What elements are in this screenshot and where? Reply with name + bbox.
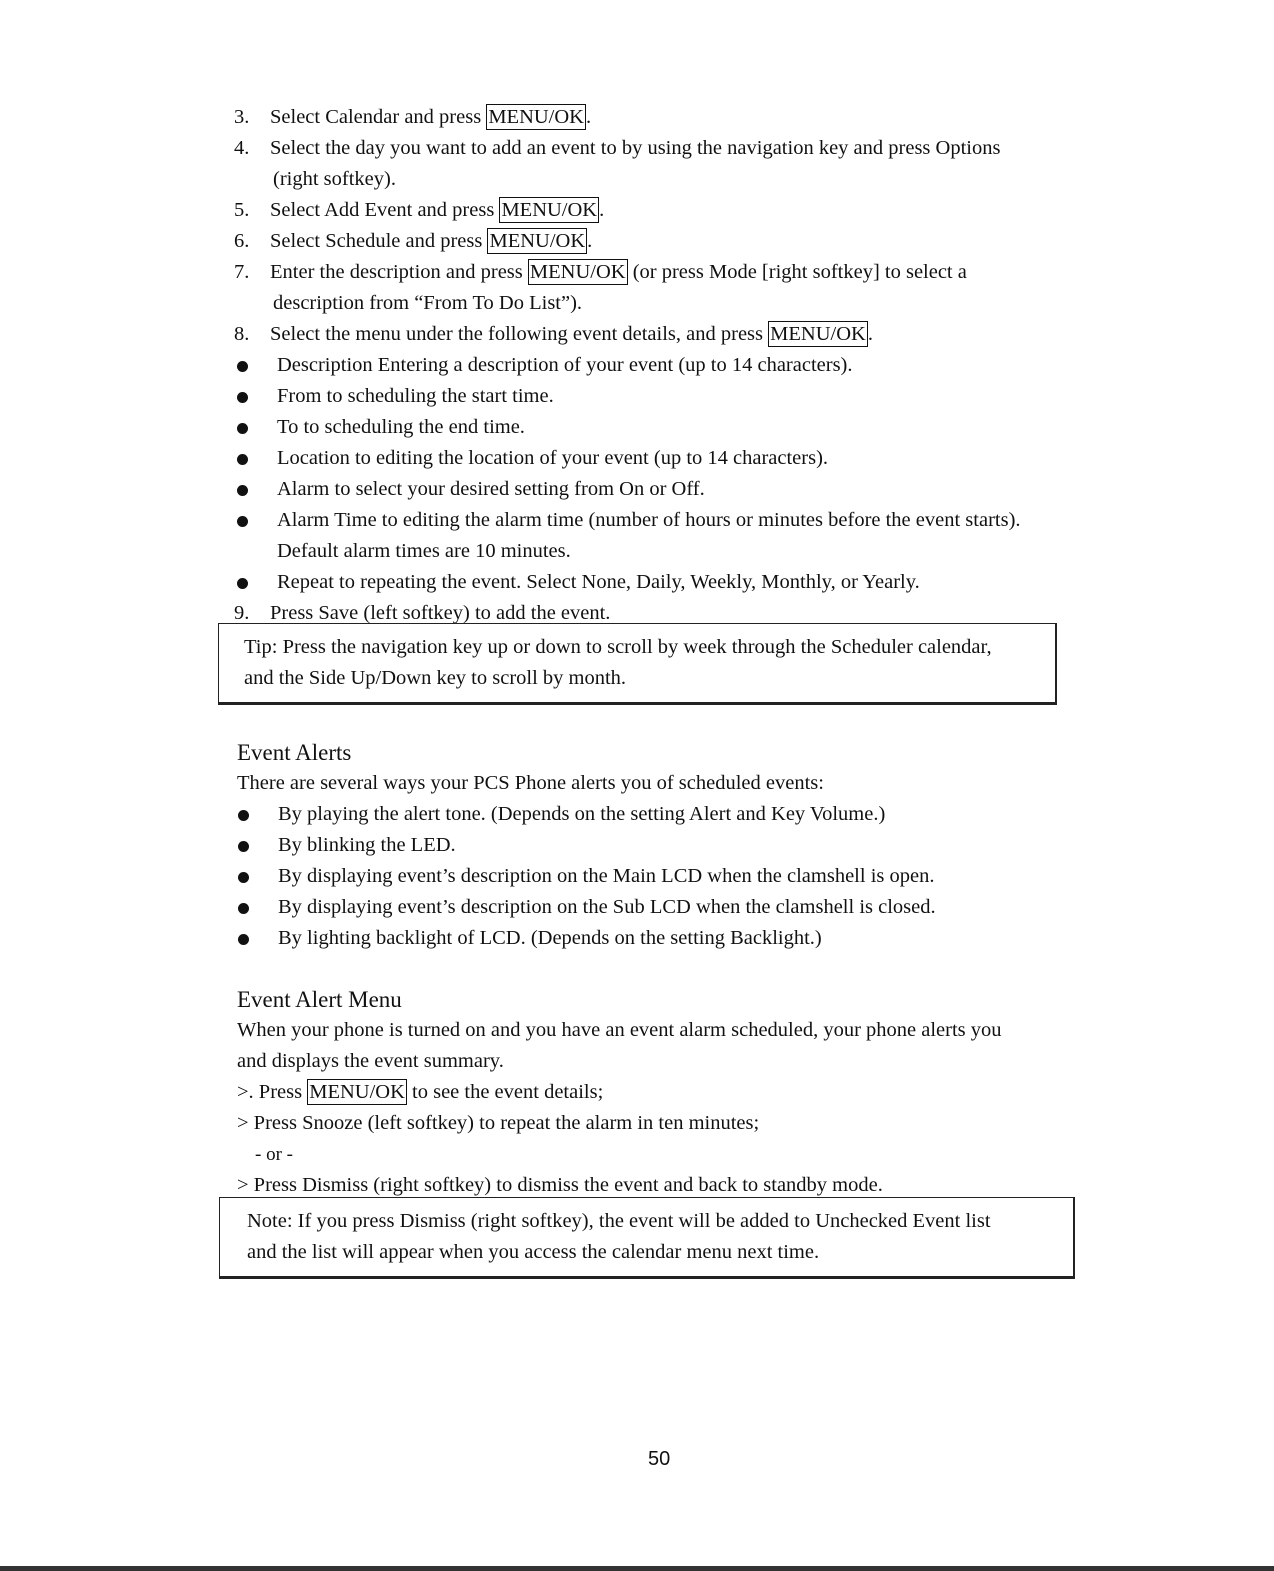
- detail-location: Location to editing the location of your event (up to 14 characters).: [277, 447, 829, 469]
- menu-or: - or -: [255, 1144, 293, 1165]
- bullet-icon: [237, 485, 248, 496]
- detail-alarm-time: Alarm Time to editing the alarm time (number of hours or minutes before the event starts).: [277, 509, 1021, 531]
- bullet-icon: [238, 810, 249, 821]
- menu-dismiss: > Press Dismiss (right softkey) to dismiss the event and back to standby mode.: [237, 1174, 883, 1196]
- bullet-icon: [237, 392, 248, 403]
- press-text: >. Press: [237, 1081, 308, 1103]
- detail-alarm-time-continuation: Default alarm times are 10 minutes.: [277, 540, 571, 562]
- step-number: 3.: [234, 106, 250, 128]
- menu-ok-key: MENU/OK: [770, 323, 866, 345]
- menu-snooze: > Press Snooze (left softkey) to repeat the alarm in ten minutes;: [237, 1112, 760, 1134]
- step-text-end: (or press Mode [right softkey] to select a: [627, 261, 967, 283]
- bullet-icon: [238, 872, 249, 883]
- step-number: 7.: [234, 261, 250, 283]
- step-text-end: .: [599, 199, 605, 221]
- alert-item: By displaying event’s description on the Main LCD when the clamshell is open.: [278, 865, 935, 887]
- note-line-2: and the list will appear when you access the calendar menu next time.: [247, 1241, 820, 1263]
- step-text: Select Add Event and press: [270, 199, 500, 221]
- tip-box: [218, 623, 1057, 705]
- bullet-icon: [237, 578, 248, 589]
- detail-description: Description Entering a description of your event (up to 14 characters).: [277, 354, 853, 376]
- detail-alarm: Alarm to select your desired setting from On or Off.: [277, 478, 705, 500]
- menu-ok-key: MENU/OK: [488, 106, 584, 128]
- menu-intro-line-2: and displays the event summary.: [237, 1050, 504, 1072]
- menu-ok-key: MENU/OK: [309, 1081, 405, 1103]
- step-text: Enter the description and press: [270, 261, 528, 283]
- step-number: 9.: [234, 602, 250, 624]
- step-4-continuation: (right softkey).: [273, 168, 396, 190]
- step-text-end: .: [587, 230, 593, 252]
- bullet-icon: [238, 841, 249, 852]
- alert-item: By displaying event’s description on the Sub LCD when the clamshell is closed.: [278, 896, 936, 918]
- step-number: 4.: [234, 137, 250, 159]
- detail-repeat: Repeat to repeating the event. Select None, Daily, Weekly, Monthly, or Yearly.: [277, 571, 920, 593]
- step-text-end: .: [867, 323, 873, 345]
- bullet-icon: [238, 903, 249, 914]
- section-heading-event-alerts: Event Alerts: [237, 740, 352, 765]
- step-9-text: Press Save (left softkey) to add the event.: [270, 602, 611, 624]
- menu-intro-line-1: When your phone is turned on and you have an event alarm scheduled, your phone alerts you: [237, 1019, 1002, 1041]
- press-text-end: to see the event details;: [406, 1081, 604, 1103]
- section-heading-event-alert-menu: Event Alert Menu: [237, 987, 402, 1012]
- menu-ok-key: MENU/OK: [529, 261, 626, 283]
- menu-ok-key: MENU/OK: [501, 199, 598, 221]
- step-text: Select the menu under the following event details, and press: [270, 323, 769, 345]
- menu-ok-key: MENU/OK: [489, 230, 586, 252]
- step-4-text: Select the day you want to add an event to by using the navigation key and press Options: [270, 137, 1001, 159]
- bullet-icon: [237, 516, 248, 527]
- note-box: [219, 1197, 1075, 1279]
- bullet-icon: [237, 361, 248, 372]
- alert-item: By blinking the LED.: [278, 834, 456, 856]
- tip-line-2: and the Side Up/Down key to scroll by month.: [244, 667, 627, 689]
- step-6-text: [270, 226, 592, 257]
- detail-to: To to scheduling the end time.: [277, 416, 525, 438]
- step-3-text: [270, 102, 591, 133]
- step-text: Select Schedule and press: [270, 230, 488, 252]
- alerts-intro: There are several ways your PCS Phone alerts you of scheduled events:: [237, 772, 824, 794]
- step-text: Select Calendar and press: [270, 106, 487, 128]
- menu-press-ok: [237, 1077, 603, 1108]
- detail-from: From to scheduling the start time.: [277, 385, 554, 407]
- bullet-icon: [237, 423, 248, 434]
- note-line-1: Note: If you press Dismiss (right softkey), the event will be added to Unchecked Event list: [247, 1210, 991, 1232]
- bullet-icon: [238, 934, 249, 945]
- step-number: 5.: [234, 199, 250, 221]
- step-5-text: [270, 195, 604, 226]
- step-number: 8.: [234, 323, 250, 345]
- step-8-text: [270, 319, 873, 350]
- tip-line-1: Tip: Press the navigation key up or down to scroll by week through the Scheduler calendar,: [244, 636, 992, 658]
- step-text-end: .: [585, 106, 592, 128]
- step-number: 6.: [234, 230, 250, 252]
- page-number: 50: [648, 1448, 671, 1470]
- step-7-text: [270, 257, 967, 288]
- alert-item: By lighting backlight of LCD. (Depends on the setting Backlight.): [278, 927, 822, 949]
- page-bottom-edge: [0, 1566, 1274, 1571]
- alert-item: By playing the alert tone. (Depends on the setting Alert and Key Volume.): [278, 803, 886, 825]
- bullet-icon: [237, 454, 248, 465]
- step-7-continuation: description from “From To Do List”).: [273, 292, 583, 314]
